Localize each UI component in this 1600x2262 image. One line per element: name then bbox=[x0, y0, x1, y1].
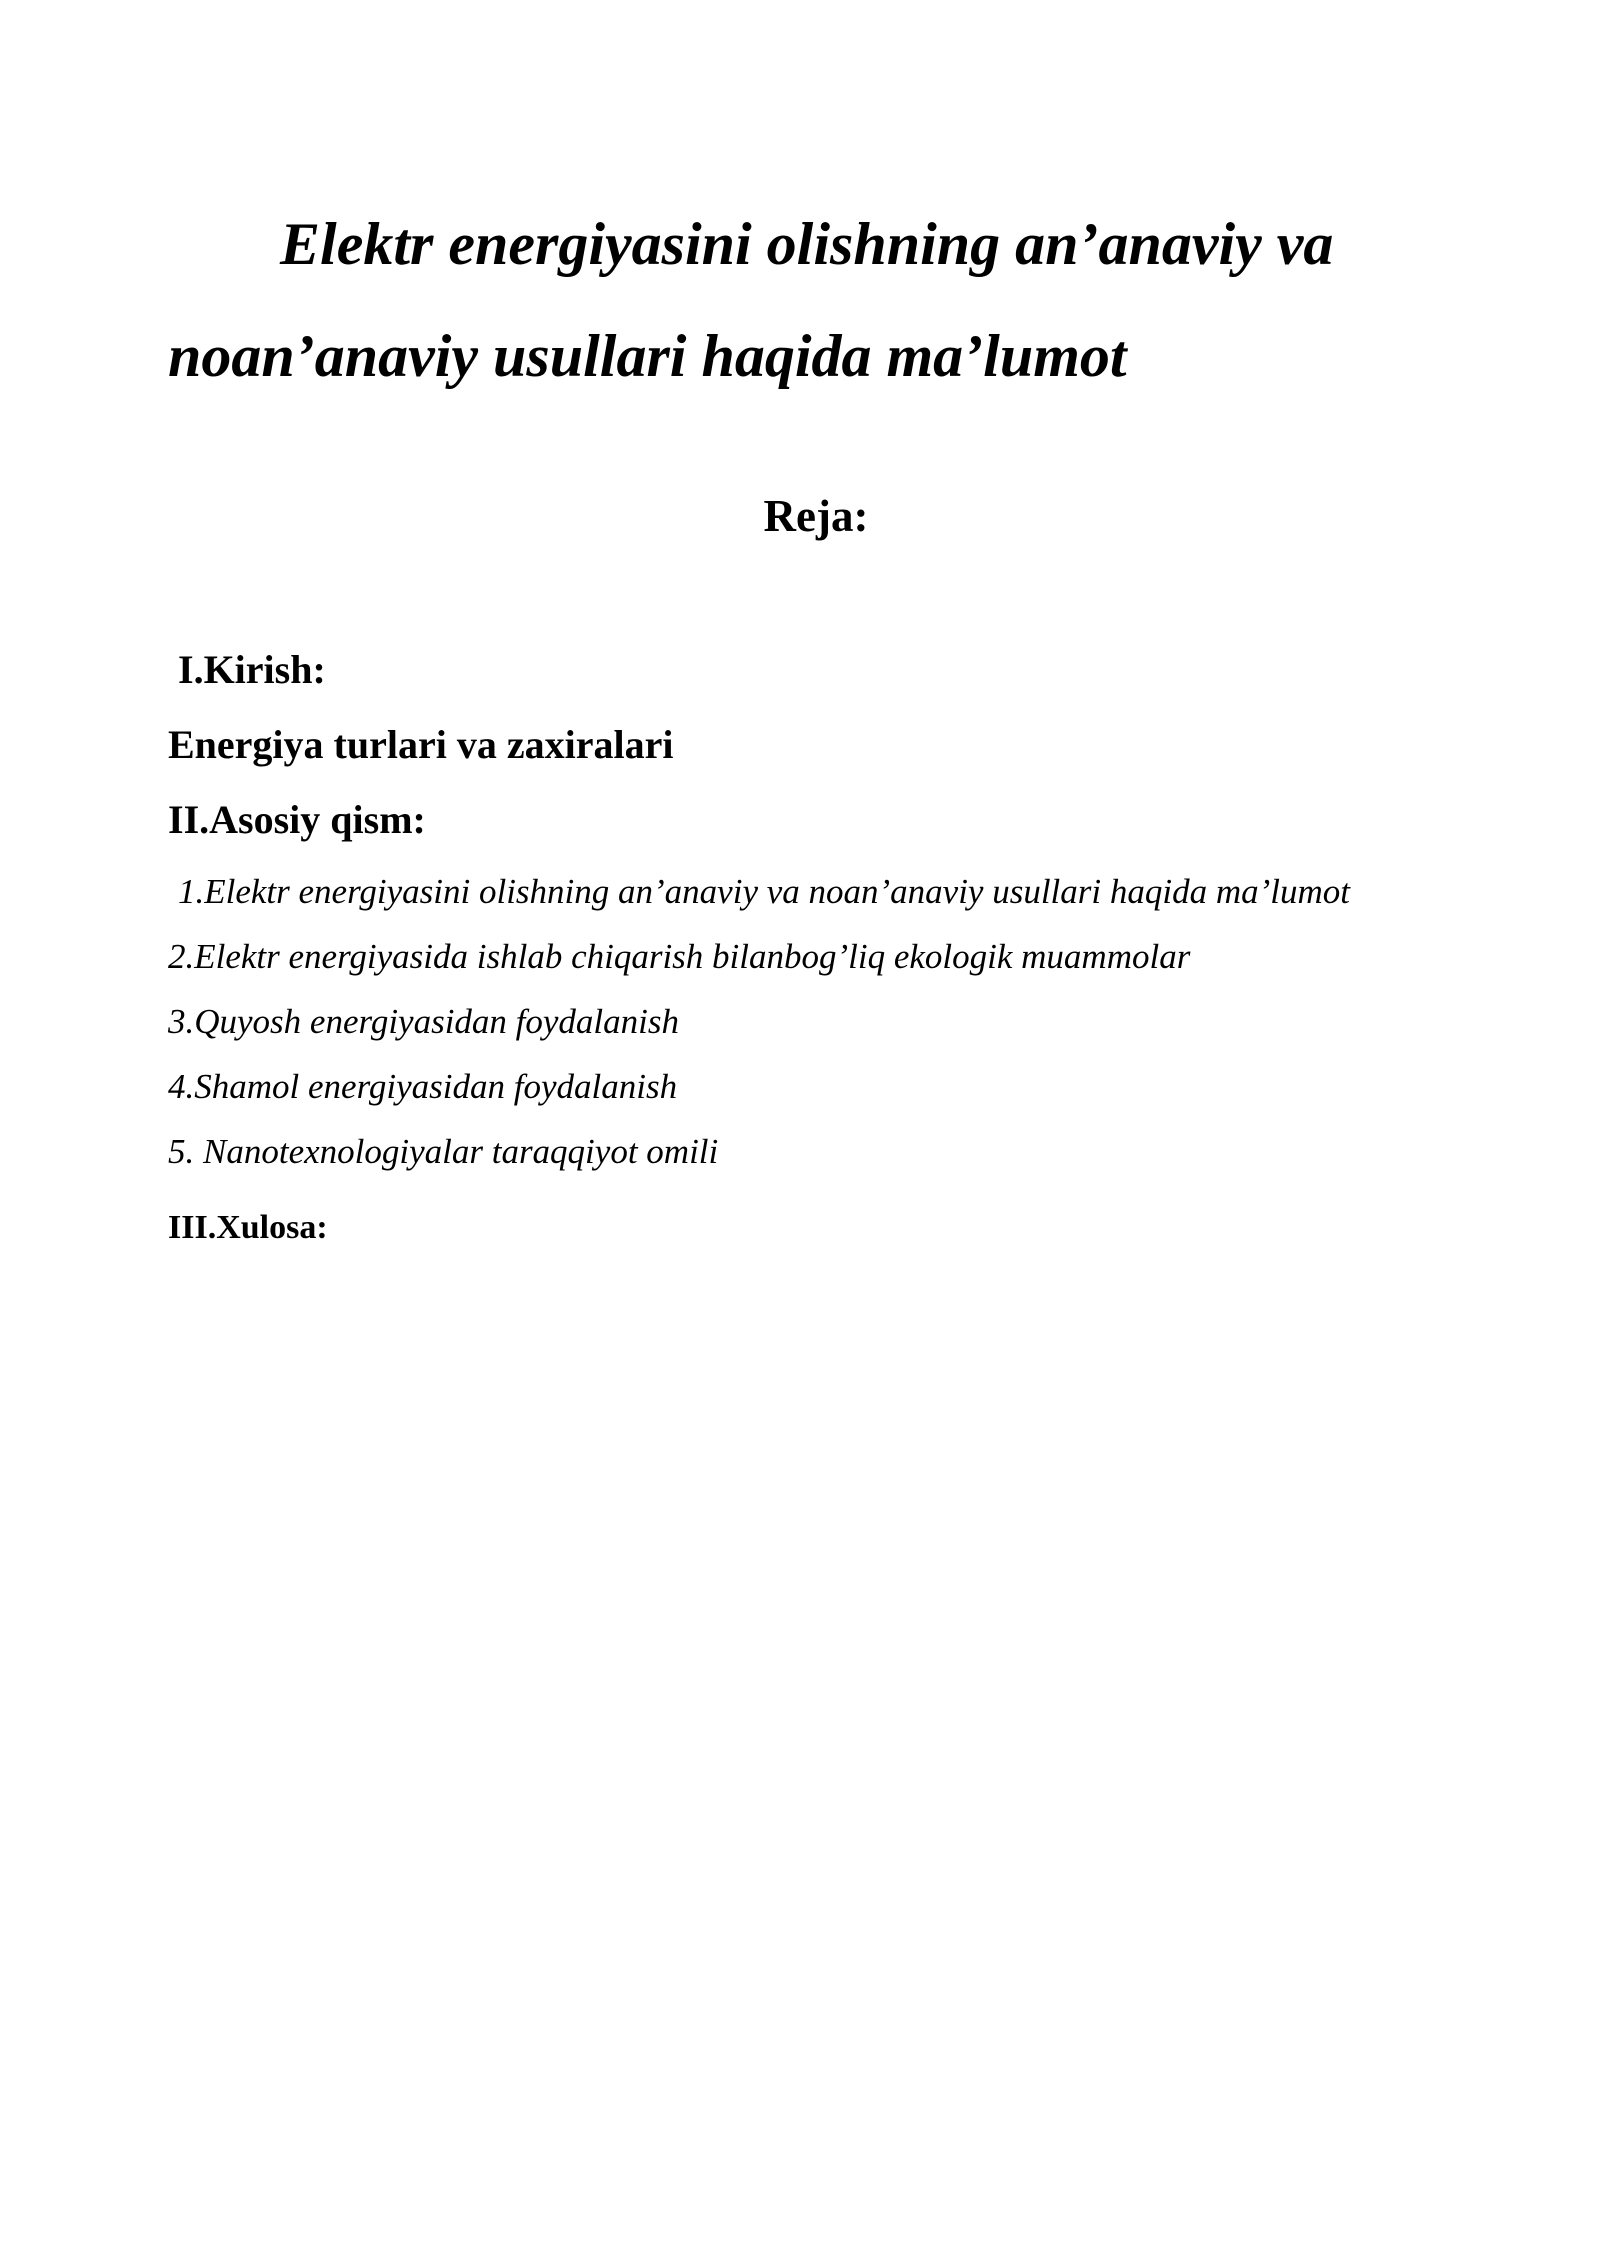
main-item: 1.Elektr energiyasini olishning an’anaviy va noan’anaviy usullari haqida ma’lumot bbox=[178, 872, 1351, 911]
conclusion-heading: III.Xulosa: bbox=[168, 1209, 328, 1246]
plan-heading: Reja: bbox=[763, 491, 869, 541]
document-title: Elektr energiyasini olishning an’anaviy va noan’anaviy usullari haqida ma’lumot bbox=[168, 211, 1334, 389]
main-item: 5. Nanotexnologiyalar taraqqiyot omili bbox=[168, 1132, 719, 1171]
main-item: 4.Shamol energiyasidan foydalanish bbox=[168, 1067, 678, 1106]
main-item: 2.Elektr energiyasida ishlab chiqarish bilanbog’liq ekologik muammolar bbox=[168, 937, 1191, 976]
intro-topic: Energiya turlari va zaxiralari bbox=[168, 722, 674, 767]
main-item: 3.Quyosh energiyasidan foydalanish bbox=[168, 1002, 680, 1041]
intro-heading: I.Kirish: bbox=[178, 647, 326, 692]
main-heading: II.Asosiy qism: bbox=[168, 797, 426, 842]
